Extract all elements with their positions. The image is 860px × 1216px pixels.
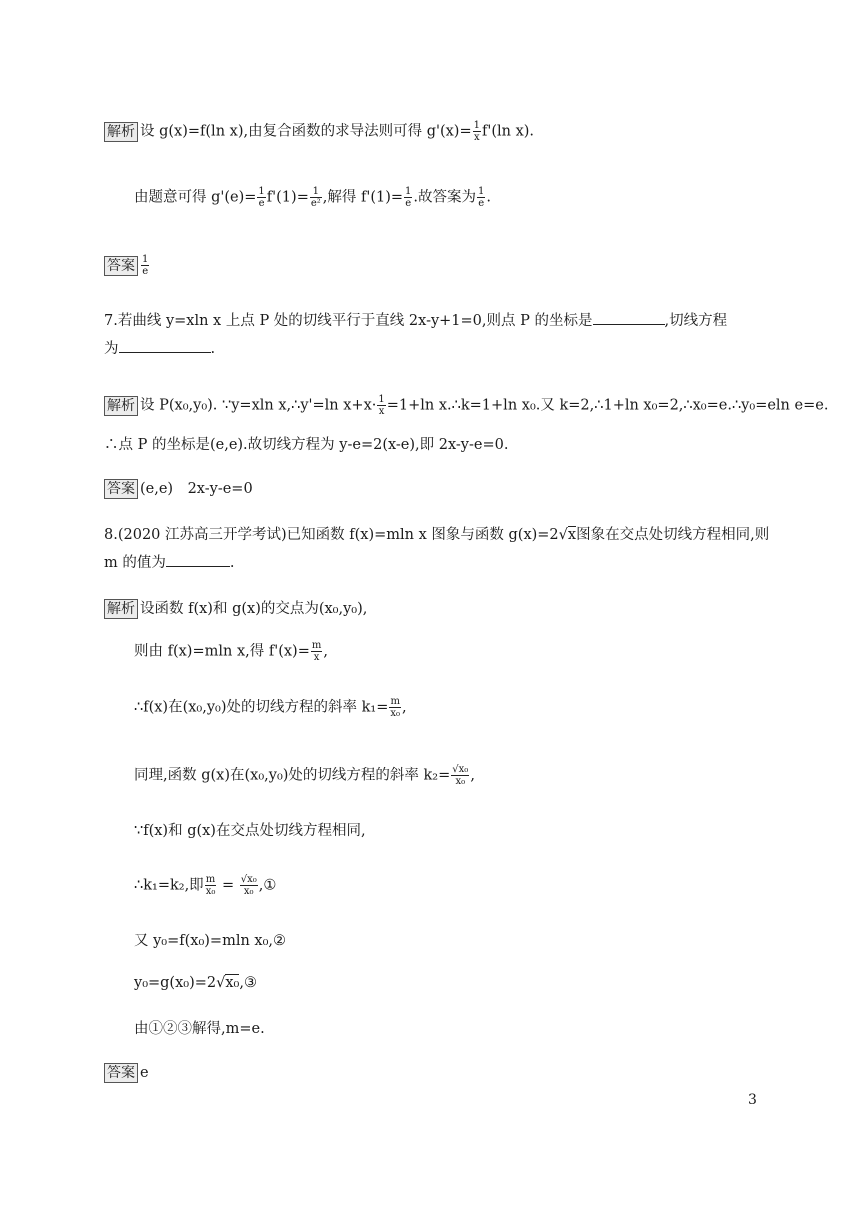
q7-stem-line2: 为 . — [104, 338, 215, 360]
q8-solution-line9: 由①②③解得,m=e. — [134, 1021, 265, 1037]
q7-answer: 答案 (e,e) 2x-y-e=0 — [104, 478, 253, 500]
fraction: $\frac{\text{√x₀}}{\text{x₀}}$ — [452, 764, 469, 787]
fraction: $\frac{1}{e}$ — [258, 186, 265, 209]
fraction: $\frac{1}{e}$ — [405, 186, 412, 209]
q6-solution-line1: 解析 设 g(x)=f(ln x),由复合函数的求导法则可得 g'(x)= $\frac{1}{x}$ f'(ln x). — [104, 120, 534, 143]
fraction: $\frac{1}{x}$ — [378, 394, 385, 417]
q8-solution-line2: 则由 f(x)=mln x,得 f'(x)= $\frac{m}{x}$ , — [134, 640, 328, 663]
q7-stem-line1: 7.若曲线 y=xln x 上点 P 处的切线平行于直线 2x-y+1=0,则点 P 的坐标是 ,切线方程 — [104, 310, 727, 332]
q8-solution-line3: ∴f(x)在(x₀,y₀)处的切线方程的斜率 k₁= $\frac{m}{\text{x₀}}$ , — [134, 696, 407, 719]
fraction: $\frac{m}{\text{x₀}}$ — [390, 696, 401, 719]
q7-solution-line1: 解析 设 P(x₀,y₀). ∵y=xln x,∴y'=ln x+x· $\frac{1}{x}$ =1+ln x.∴k=1+ln x₀.又 k=2,∴1+ln x₀=2,∴x₀=e.∴y₀=eln e=e. — [104, 394, 828, 417]
q8-solution-line8: y₀=g(x₀)=2√x₀,③ — [134, 975, 257, 991]
fraction: $\frac{m}{\text{x₀}}$ — [205, 874, 216, 897]
fraction: $\frac{1}{\text{e²}}$ — [310, 186, 321, 209]
daan-label: 答案 — [104, 256, 138, 276]
daan-label: 答案 — [104, 1063, 138, 1083]
sqrt-icon: √ — [216, 975, 226, 991]
q8-solution-line7: 又 y₀=f(x₀)=mln x₀,② — [134, 933, 287, 949]
q6-solution-line2: 由题意可得 g'(e)= $\frac{1}{e}$ f'(1)= $\frac{1}{\text{e²}}$ ,解得 f'(1)= $\frac{1}{e}$ .故答案为 $\frac{1}{e}$ . — [134, 186, 492, 209]
fraction: $\frac{1}{x}$ — [473, 120, 480, 143]
q8-solution-line5: ∵f(x)和 g(x)在交点处切线方程相同, — [134, 823, 366, 839]
q8-answer: 答案 e — [104, 1062, 149, 1084]
jiexi-label: 解析 — [104, 122, 138, 142]
q7-solution-line2: ∴点 P 的坐标是(e,e).故切线方程为 y-e=2(x-e),即 2x-y-e=0. — [104, 437, 509, 453]
fraction: $\frac{1}{e}$ — [142, 254, 149, 277]
jiexi-label: 解析 — [104, 396, 138, 416]
q8-solution-line4: 同理,函数 g(x)在(x₀,y₀)处的切线方程的斜率 k₂= $\frac{\text{√x₀}}{\text{x₀}}$ , — [134, 764, 475, 787]
sqrt-icon: √ — [558, 527, 568, 543]
jiexi-label: 解析 — [104, 599, 138, 619]
q6-answer — [104, 254, 150, 277]
fraction: $\frac{m}{x}$ — [311, 640, 322, 663]
q8-stem-line1: 8.(2020 江苏高三开学考试)已知函数 f(x)=mln x 图象与函数 g(x)=2√x图象在交点处切线方程相同,则 — [104, 527, 770, 543]
q8-stem-line2: m 的值为 . — [104, 552, 234, 574]
q8-solution-line1: 解析 设函数 f(x)和 g(x)的交点为(x₀,y₀), — [104, 598, 367, 620]
daan-label: 答案 — [104, 479, 138, 499]
answer-blank — [593, 310, 665, 325]
answer-blank — [119, 338, 211, 353]
answer-blank — [166, 552, 230, 567]
fraction: $\frac{\text{√x₀}}{\text{x₀}}$ — [240, 874, 257, 897]
q8-solution-line6: ∴k₁=k₂,即 $\frac{m}{\text{x₀}}$ = $\frac{\text{√x₀}}{\text{x₀}}$ ,① — [134, 874, 277, 897]
fraction: $\frac{1}{e}$ — [478, 186, 485, 209]
page-number: 3 — [748, 1092, 757, 1108]
